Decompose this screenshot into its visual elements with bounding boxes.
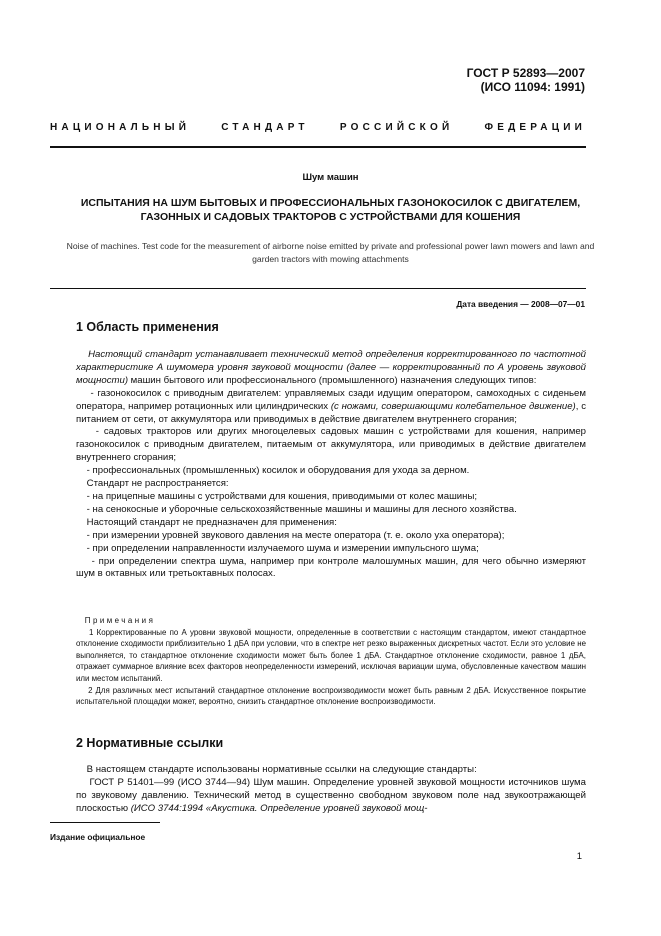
intro-italic: Настоящий стандарт устанавливает технический метод определения корректированного по частотной характеристике А шумомера уровня звуковой мощности (далее — корректированный по А уровень звуковой мощности) (76, 349, 586, 386)
notes-block (76, 615, 586, 708)
page-number: 1 (576, 851, 582, 862)
national-standard-banner: НАЦИОНАЛЬНЫЙ СТАНДАРТ РОССИЙСКОЙ ФЕДЕРАЦИИ (50, 122, 586, 133)
references-intro: В настоящем стандарте использованы нормативные ссылки на следующие стандарты: (86, 764, 477, 775)
list-item: - на сенокосные и уборочные сельскохозяйственные машины и машины для лесного хозяйства. (86, 503, 517, 515)
standard-identifier (467, 66, 585, 94)
noise-title: Шум машин (302, 172, 359, 183)
list-item: - профессиональных (промышленных) косилок и оборудования для ухода за дерном. (86, 465, 470, 477)
list-item: - садовых тракторов или других многоцелевых садовых машин с устройствами для кошения, например газонокосилок с приводным двигателем, питаемым от аккумулятора, или приводимых в действие двигателем внутреннего сгорания; (76, 426, 586, 464)
section-1-heading: 1 Область применения (76, 320, 219, 334)
list-item: - при определении спектра шума, например при контроле малошумных машин, для чего обычно измеряют шум в октавных или третьоктавных полосах. (76, 555, 586, 580)
list-item: - газонокосилок с приводным двигателем: управляемых сзади идущим оператором, самоходных с сиденьем оператора, например ротационных или цилиндрических (с ножами, совершающими колебательное движение), с питанием от сети, от аккумулятора или приводимых в действие двигателем внутреннего сгорания; (76, 387, 586, 425)
note-2: 2 Для различных мест испытаний стандартное отклонение воспроизводимости может быть равным 2 дБА. Искусственное покрытие испытательной площадки может, вероятно, снизить стандартное отклонение воспроизводимости. (76, 685, 586, 707)
reference-gost-51401: ГОСТ Р 51401—99 (ИСО 3744—94) Шум машин. Определение уровней звуковой мощности источников шума по звуковому давлению. Технический метод в существенно свободном звуковом поле над звукоотражающей плоскостью (ИСО 3744:1994 «Акустика. Определение уровней звуковой мощ- (76, 776, 586, 814)
list-item: - при определении направленности излучаемого шума и измерении импульсного шума; (86, 542, 479, 554)
intro-rest: машин бытового или профессионального (промышленного) назначения следующих типов: (128, 374, 537, 386)
not-intended-heading: Настоящий стандарт не предназначен для применения: (86, 516, 337, 528)
gost-number: ГОСТ Р 52893—2007 (466, 66, 585, 80)
footnote-divider (50, 822, 160, 823)
iso-number: (ИСО 11094: 1991) (480, 80, 585, 94)
note-1: 1 Корректированные по А уровни звуковой мощности, определенные в соответствии с настоящим стандартом, имеют стандартное отклонение сходимости приблизительно 1 дБА при условии, что в спектре нет резко выраженных дискретных частот. Если это условие не выполняется, то стандартное отклонение сходимости может быть более 1 дБА. Стандартное отклонение сходимости, равное 1 дБА, отражает суммарное влияние всех факторов неопределенности измерений, исключая вариации шума, обусловленные качеством машин или местом испытаний. (76, 627, 586, 683)
section-2-body (76, 764, 586, 816)
header-divider (50, 146, 586, 148)
intro-paragraph (76, 349, 586, 388)
list-item: - при измерении уровней звукового давления на месте оператора (т. е. около уха оператора); (86, 529, 505, 541)
not-apply-heading: Стандарт не распространяется: (86, 478, 229, 490)
section-1-body (76, 349, 586, 581)
title-divider (50, 288, 586, 289)
english-title: Noise of machines. Test code for the measurement of airborne noise emitted by private and professional power lawn mowers and lawn and garden tractors with mowing attachments (66, 241, 595, 264)
notes-heading: Примечания (84, 616, 156, 625)
main-title: ИСПЫТАНИЯ НА ШУМ БЫТОВЫХ И ПРОФЕССИОНАЛЬНЫХ ГАЗОНОКОСИЛОК С ДВИГАТЕЛЕМ, ГАЗОННЫХ И САДОВЫХ ТРАКТОРОВ С УСТРОЙСТВАМИ ДЛЯ КОШЕНИЯ (80, 197, 581, 223)
section-2-heading: 2 Нормативные ссылки (76, 736, 224, 750)
list-item: - на прицепные машины с устройствами для кошения, приводимыми от колес машины; (86, 490, 478, 502)
official-edition-label: Издание официальное (50, 832, 146, 842)
introduction-date: Дата введения — 2008—07—01 (456, 299, 585, 309)
